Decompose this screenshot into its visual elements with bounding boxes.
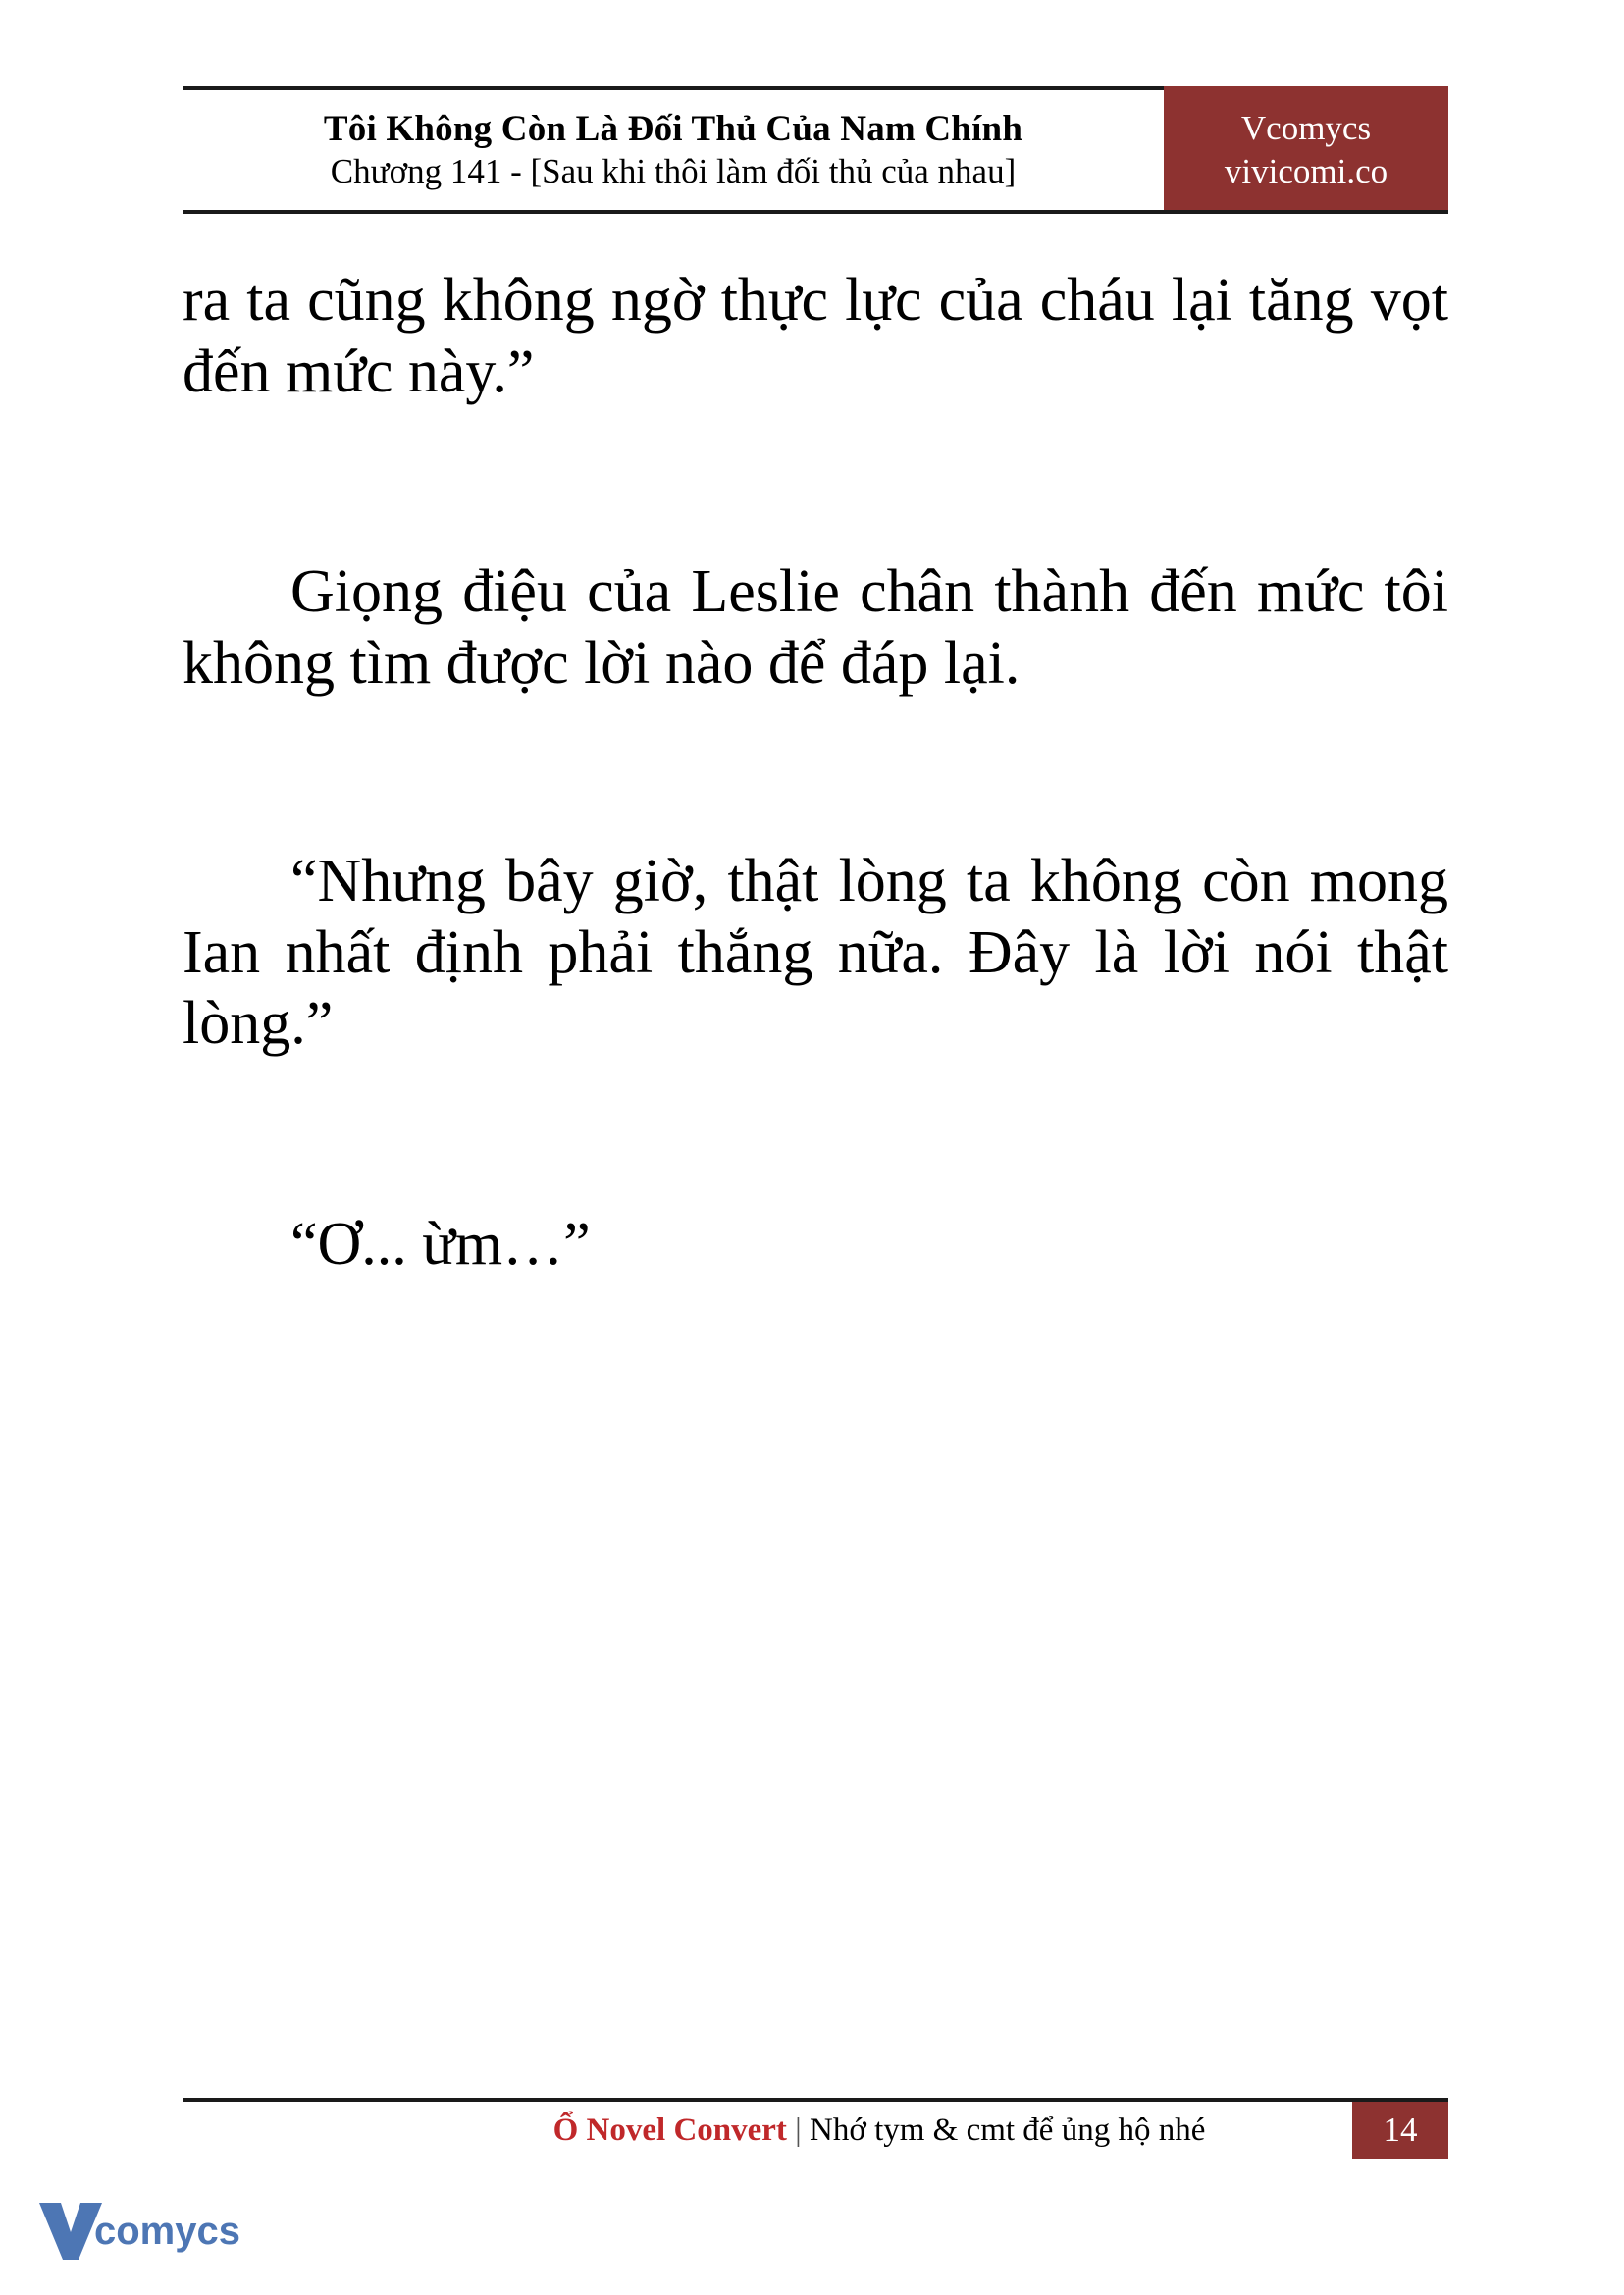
header-rule-bottom bbox=[183, 210, 1448, 214]
paragraph-gap bbox=[183, 407, 1448, 556]
paragraph-gap bbox=[183, 699, 1448, 846]
page-header bbox=[183, 86, 1448, 214]
page-content bbox=[183, 265, 1448, 1279]
brand-site: vivicomi.co bbox=[1224, 152, 1388, 190]
paragraph: ra ta cũng không ngờ thực lực của cháu lại tăng vọt đến mức này.” bbox=[183, 267, 1448, 405]
brand-badge bbox=[1164, 86, 1448, 214]
chapter-title: Chương 141 - [Sau khi thôi làm đối thủ của nhau] bbox=[330, 152, 1017, 191]
novel-title: Tôi Không Còn Là Đối Thủ Của Nam Chính bbox=[323, 109, 1023, 150]
page-number: 14 bbox=[1383, 2111, 1418, 2149]
footer-separator: | bbox=[786, 2112, 811, 2148]
paragraph: “Nhưng bây giờ, thật lòng ta không còn mong Ian nhất định phải thắng nữa. Đây là lời nói thật lòng.” bbox=[183, 848, 1448, 1058]
paragraph: Giọng điệu của Leslie chân thành đến mức tôi không tìm được lời nào để đáp lại. bbox=[183, 558, 1448, 697]
paragraph: “Ơ... ừm…” bbox=[290, 1210, 591, 1278]
page-footer bbox=[183, 2098, 1448, 2159]
page-number-badge bbox=[1352, 2102, 1448, 2159]
brand-name: Vcomycs bbox=[1240, 109, 1372, 148]
header-title-group bbox=[183, 90, 1164, 210]
footer-note: Nhớ tym & cmt để ủng hộ nhé bbox=[810, 2112, 1206, 2148]
footer-note-line bbox=[553, 2112, 1206, 2149]
paragraph-gap bbox=[183, 1060, 1448, 1209]
vcomycs-watermark-logo bbox=[35, 2189, 261, 2268]
svg-text:comycs: comycs bbox=[94, 2210, 240, 2253]
footer-text-group bbox=[183, 2102, 1448, 2159]
footer-brand: Ổ Novel Convert bbox=[552, 2112, 787, 2148]
